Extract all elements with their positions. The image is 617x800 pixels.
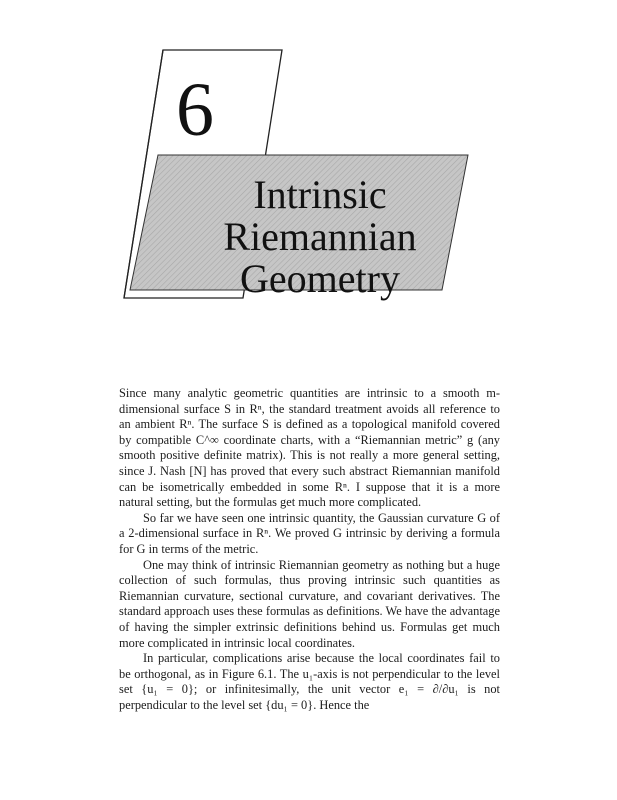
chapter-title-line-2: Riemannian xyxy=(223,214,417,259)
paragraph-3: One may think of intrinsic Riemannian geometry as nothing but a huge collection of such formulas, thus proving intrinsic such quantities as Riemannian curvature, sectional curvature, and covariant derivatives. The standard approach uses these formulas as definitions. We have the advantage of having the simpler extrinsic definitions behind us. Formulas get much more complicated in intrinsic local coordinates. xyxy=(119,557,500,650)
chapter-number: 6 xyxy=(176,68,214,152)
paragraph-4: In particular, complications arise because the local coordinates fail to be orthogonal, as in Figure 6.1. The u₁-axis is not perpendicular to the level set {u₁ = 0}; or infinitesimally, the unit vector e₁ = ∂/∂u₁ is not perpendicular to the level set {du₁ = 0}. Hence the xyxy=(119,651,500,712)
paragraph-1: Since many analytic geometric quantities are intrinsic to a smooth m-dimensional surface S in Rⁿ, the standard treatment avoids all reference to an ambient Rⁿ. The surface S is defined as a topological manifold covered by compatible C^∞ coordinate charts, with a “Riemannian metric” g (any smooth positive definite matrix). This is not really a more general setting, since J. Nash [N] has proved that every such abstract Riemannian manifold can be isometrically embedded in some Rⁿ. I suppose that it is a more natural setting, but the formulas get much more complicated. xyxy=(119,386,500,510)
chapter-title-line-3: Geometry xyxy=(240,256,400,301)
paragraph-2: So far we have seen one intrinsic quantity, the Gaussian curvature G of a 2-dimensional surface in Rⁿ. We proved G intrinsic by deriving a formula for G in terms of the metric. xyxy=(119,510,500,556)
chapter-title-line-1: Intrinsic xyxy=(253,172,387,217)
body-text xyxy=(119,386,500,713)
chapter-title xyxy=(196,174,444,300)
